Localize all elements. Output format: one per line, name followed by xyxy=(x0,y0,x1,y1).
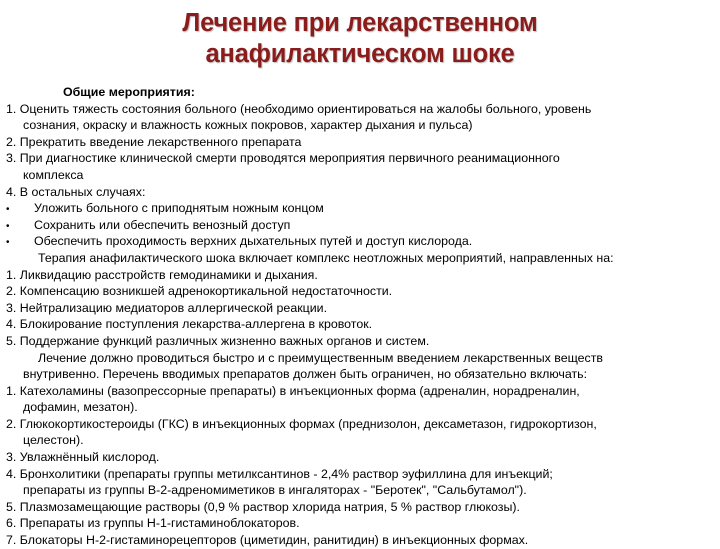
text-line: 2. Компенсацию возникшей адренокортикальной недостаточности. xyxy=(6,284,393,299)
text-line: 3. При диагностике клинической смерти проводятся мероприятия первичного реанимационного xyxy=(6,151,560,166)
bullet-icon: • xyxy=(6,204,10,216)
text-line: 3. Нейтрализацию медиаторов аллергической реакции. xyxy=(6,300,328,315)
text-line: целестон). xyxy=(23,433,84,448)
text-line: 3. Увлажнённый кислород. xyxy=(6,450,160,465)
bullet-text: Уложить больного с приподнятым ножным концом xyxy=(34,201,324,216)
text-line: внутривенно. Перечень вводимых препаратов должен быть ограничен, но обязательно включать: xyxy=(23,367,588,382)
text-line: 1. Оценить тяжесть состояния больного (необходимо ориентироваться на жалобы больного, уровень xyxy=(6,101,592,116)
text-line: комплекса xyxy=(23,167,84,182)
bullet-item xyxy=(0,233,720,250)
text-line: 1. Катехоламины (вазопрессорные препараты) в инъекционных форма (адреналин, норадреналин, xyxy=(6,383,580,398)
text-line: сознания, окраску и влажность кожных покровов, характер дыхания и пульса) xyxy=(23,118,473,133)
text-line: 4. Бронхолитики (препараты группы метилксантинов - 2,4% раствор эуфиллина для инъекций; xyxy=(6,466,553,481)
text-line: 6. Препараты из группы Н-1-гистаминоблокаторов. xyxy=(6,516,300,531)
bullet-item xyxy=(0,200,720,217)
section-heading: Общие мероприятия: xyxy=(63,85,195,99)
title-line-1: Лечение при лекарственном xyxy=(182,9,538,37)
text-line: дофамин, мезатон). xyxy=(23,400,138,415)
slide-body xyxy=(0,84,720,549)
title-line-2: анафилактическом шоке xyxy=(205,40,515,68)
text-line: Терапия анафилактического шока включает комплекс неотложных мероприятий, направленных на: xyxy=(38,250,614,265)
text-line: 1. Ликвидацию расстройств гемодинамики и дыхания. xyxy=(6,267,318,282)
bullet-icon: • xyxy=(6,237,10,249)
bullet-item xyxy=(0,217,720,234)
bullet-icon: • xyxy=(6,220,10,232)
text-line: 2. Глюкокортикостероиды (ГКС) в инъекционных формах (преднизолон, дексаметазон, гидрокортизон, xyxy=(6,416,597,431)
bullet-text: Сохранить или обеспечить венозный доступ xyxy=(34,217,291,232)
text-line: препараты из группы В-2-адреномиметиков в ингаляторах - "Беротек", "Сальбутамол"). xyxy=(23,483,527,498)
bullet-text: Обеспечить проходимость верхних дыхательных путей и доступ кислорода. xyxy=(34,234,473,249)
text-line: 5. Поддержание функций различных жизненно важных органов и систем. xyxy=(6,333,430,348)
text-line: 4. В остальных случаях: xyxy=(6,184,146,199)
text-line: 7. Блокаторы Н-2-гистаминорецепторов (циметидин, ранитидин) в инъекционных формах. xyxy=(6,533,529,548)
slide-title xyxy=(0,8,720,70)
text-line: 2. Прекратить введение лекарственного препарата xyxy=(6,134,302,149)
text-line: 4. Блокирование поступления лекарства-аллергена в кровоток. xyxy=(6,317,373,332)
text-line: Лечение должно проводиться быстро и с преимущественным введением лекарственных веществ xyxy=(38,350,603,365)
text-line: 5. Плазмозамещающие растворы (0,9 % раствор хлорида натрия, 5 % раствор глюкозы). xyxy=(6,499,520,514)
